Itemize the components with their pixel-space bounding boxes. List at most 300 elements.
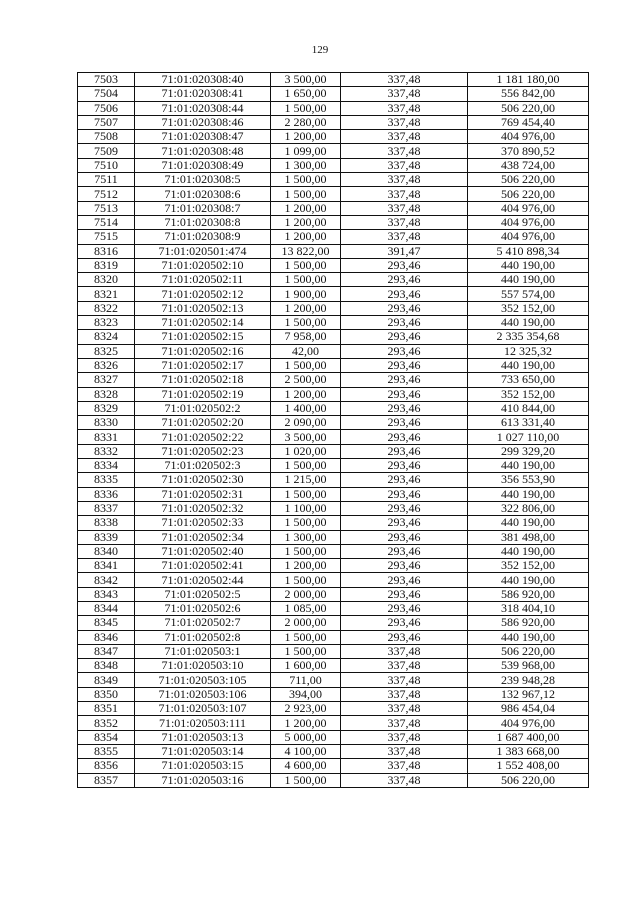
area-cell: 1 100,00 [271, 501, 341, 515]
area-cell: 13 822,00 [271, 244, 341, 258]
cadastral-number-cell: 71:01:020503:15 [135, 759, 271, 773]
price-cell: 293,46 [341, 273, 468, 287]
price-cell: 337,48 [341, 87, 468, 101]
value-cell: 506 220,00 [468, 173, 589, 187]
row-number-cell: 8336 [78, 487, 135, 501]
price-cell: 337,48 [341, 215, 468, 229]
cadastral-number-cell: 71:01:020502:5 [135, 587, 271, 601]
table-row [78, 301, 589, 315]
cadastral-number-cell: 71:01:020503:10 [135, 659, 271, 673]
value-cell: 1 027 110,00 [468, 430, 589, 444]
price-cell: 293,46 [341, 616, 468, 630]
cadastral-number-cell: 71:01:020502:31 [135, 487, 271, 501]
price-cell: 293,46 [341, 387, 468, 401]
value-cell: 5 410 898,34 [468, 244, 589, 258]
cadastral-number-cell: 71:01:020502:14 [135, 316, 271, 330]
area-cell: 1 200,00 [271, 130, 341, 144]
area-cell: 2 000,00 [271, 616, 341, 630]
row-number-cell: 8334 [78, 459, 135, 473]
row-number-cell: 7514 [78, 215, 135, 229]
price-cell: 293,46 [341, 430, 468, 444]
price-cell: 337,48 [341, 230, 468, 244]
value-cell: 438 724,00 [468, 158, 589, 172]
value-cell: 404 976,00 [468, 130, 589, 144]
area-cell: 3 500,00 [271, 430, 341, 444]
row-number-cell: 8330 [78, 416, 135, 430]
price-cell: 337,48 [341, 673, 468, 687]
price-cell: 391,47 [341, 244, 468, 258]
table-row [78, 115, 589, 129]
row-number-cell: 8329 [78, 401, 135, 415]
value-cell: 440 190,00 [468, 516, 589, 530]
row-number-cell: 8324 [78, 330, 135, 344]
price-cell: 293,46 [341, 473, 468, 487]
value-cell: 440 190,00 [468, 258, 589, 272]
table-row [78, 144, 589, 158]
area-cell: 1 200,00 [271, 301, 341, 315]
cadastral-number-cell: 71:01:020308:6 [135, 187, 271, 201]
value-cell: 586 920,00 [468, 587, 589, 601]
row-number-cell: 7504 [78, 87, 135, 101]
area-cell: 1 500,00 [271, 459, 341, 473]
cadastral-number-cell: 71:01:020308:48 [135, 144, 271, 158]
row-number-cell: 8335 [78, 473, 135, 487]
cadastral-number-cell: 71:01:020502:20 [135, 416, 271, 430]
row-number-cell: 8341 [78, 559, 135, 573]
area-cell: 1 200,00 [271, 559, 341, 573]
row-number-cell: 8355 [78, 744, 135, 758]
table-row [78, 516, 589, 530]
row-number-cell: 8357 [78, 773, 135, 787]
price-cell: 293,46 [341, 559, 468, 573]
area-cell: 1 500,00 [271, 187, 341, 201]
table-row [78, 130, 589, 144]
table-row [78, 401, 589, 415]
price-cell: 337,48 [341, 702, 468, 716]
price-cell: 293,46 [341, 330, 468, 344]
cadastral-number-cell: 71:01:020502:34 [135, 530, 271, 544]
table-row [78, 601, 589, 615]
area-cell: 4 600,00 [271, 759, 341, 773]
area-cell: 1 500,00 [271, 316, 341, 330]
area-cell: 4 100,00 [271, 744, 341, 758]
cadastral-number-cell: 71:01:020502:44 [135, 573, 271, 587]
cadastral-number-cell: 71:01:020502:2 [135, 401, 271, 415]
table-row [78, 215, 589, 229]
value-cell: 440 190,00 [468, 544, 589, 558]
price-cell: 337,48 [341, 744, 468, 758]
price-cell: 337,48 [341, 773, 468, 787]
table-row [78, 530, 589, 544]
table-row [78, 287, 589, 301]
table-row [78, 744, 589, 758]
cadastral-number-cell: 71:01:020502:17 [135, 358, 271, 372]
row-number-cell: 8356 [78, 759, 135, 773]
area-cell: 1 500,00 [271, 358, 341, 372]
table-row [78, 158, 589, 172]
table-row [78, 459, 589, 473]
value-cell: 986 454,04 [468, 702, 589, 716]
cadastral-number-cell: 71:01:020502:16 [135, 344, 271, 358]
table-row [78, 773, 589, 787]
row-number-cell: 7513 [78, 201, 135, 215]
area-cell: 2 923,00 [271, 702, 341, 716]
value-cell: 733 650,00 [468, 373, 589, 387]
price-cell: 337,48 [341, 115, 468, 129]
row-number-cell: 8338 [78, 516, 135, 530]
area-cell: 5 000,00 [271, 730, 341, 744]
row-number-cell: 8337 [78, 501, 135, 515]
value-cell: 1 181 180,00 [468, 73, 589, 87]
value-cell: 356 553,90 [468, 473, 589, 487]
land-plots-table [77, 72, 589, 788]
table-row [78, 616, 589, 630]
area-cell: 1 200,00 [271, 230, 341, 244]
table-row [78, 687, 589, 701]
value-cell: 539 968,00 [468, 659, 589, 673]
area-cell: 1 400,00 [271, 401, 341, 415]
cadastral-number-cell: 71:01:020502:7 [135, 616, 271, 630]
table-row [78, 344, 589, 358]
area-cell: 1 650,00 [271, 87, 341, 101]
row-number-cell: 7509 [78, 144, 135, 158]
value-cell: 12 325,32 [468, 344, 589, 358]
cadastral-number-cell: 71:01:020503:111 [135, 716, 271, 730]
price-cell: 293,46 [341, 587, 468, 601]
table-row [78, 659, 589, 673]
cadastral-number-cell: 71:01:020502:18 [135, 373, 271, 387]
price-cell: 293,46 [341, 416, 468, 430]
value-cell: 352 152,00 [468, 387, 589, 401]
cadastral-number-cell: 71:01:020308:46 [135, 115, 271, 129]
area-cell: 1 300,00 [271, 158, 341, 172]
area-cell: 1 200,00 [271, 716, 341, 730]
page-number: 129 [311, 44, 329, 56]
price-cell: 293,46 [341, 544, 468, 558]
value-cell: 769 454,40 [468, 115, 589, 129]
row-number-cell: 8339 [78, 530, 135, 544]
row-number-cell: 7512 [78, 187, 135, 201]
area-cell: 1 020,00 [271, 444, 341, 458]
price-cell: 337,48 [341, 130, 468, 144]
area-cell: 3 500,00 [271, 73, 341, 87]
value-cell: 2 335 354,68 [468, 330, 589, 344]
cadastral-number-cell: 71:01:020502:11 [135, 273, 271, 287]
value-cell: 299 329,20 [468, 444, 589, 458]
cadastral-number-cell: 71:01:020502:22 [135, 430, 271, 444]
price-cell: 337,48 [341, 173, 468, 187]
area-cell: 2 000,00 [271, 587, 341, 601]
table-row [78, 730, 589, 744]
value-cell: 1 687 400,00 [468, 730, 589, 744]
value-cell: 440 190,00 [468, 358, 589, 372]
cadastral-number-cell: 71:01:020308:49 [135, 158, 271, 172]
area-cell: 7 958,00 [271, 330, 341, 344]
table-row [78, 87, 589, 101]
value-cell: 440 190,00 [468, 316, 589, 330]
value-cell: 1 552 408,00 [468, 759, 589, 773]
table-row [78, 230, 589, 244]
area-cell: 1 500,00 [271, 544, 341, 558]
row-number-cell: 8346 [78, 630, 135, 644]
cadastral-number-cell: 71:01:020503:106 [135, 687, 271, 701]
row-number-cell: 7510 [78, 158, 135, 172]
row-number-cell: 7515 [78, 230, 135, 244]
table-row [78, 444, 589, 458]
row-number-cell: 7507 [78, 115, 135, 129]
row-number-cell: 8340 [78, 544, 135, 558]
table-row [78, 258, 589, 272]
cadastral-number-cell: 71:01:020308:8 [135, 215, 271, 229]
table-row [78, 73, 589, 87]
value-cell: 404 976,00 [468, 230, 589, 244]
price-cell: 293,46 [341, 501, 468, 515]
area-cell: 1 500,00 [271, 258, 341, 272]
cadastral-number-cell: 71:01:020502:10 [135, 258, 271, 272]
cadastral-number-cell: 71:01:020502:40 [135, 544, 271, 558]
row-number-cell: 8350 [78, 687, 135, 701]
table-row [78, 244, 589, 258]
price-cell: 337,48 [341, 201, 468, 215]
row-number-cell: 8344 [78, 601, 135, 615]
value-cell: 352 152,00 [468, 559, 589, 573]
row-number-cell: 8328 [78, 387, 135, 401]
cadastral-number-cell: 71:01:020503:1 [135, 644, 271, 658]
area-cell: 2 500,00 [271, 373, 341, 387]
price-cell: 293,46 [341, 287, 468, 301]
table-row [78, 316, 589, 330]
price-cell: 337,48 [341, 144, 468, 158]
area-cell: 1 085,00 [271, 601, 341, 615]
row-number-cell: 8323 [78, 316, 135, 330]
value-cell: 132 967,12 [468, 687, 589, 701]
value-cell: 440 190,00 [468, 487, 589, 501]
table-row [78, 187, 589, 201]
value-cell: 410 844,00 [468, 401, 589, 415]
table-row [78, 759, 589, 773]
row-number-cell: 8327 [78, 373, 135, 387]
cadastral-number-cell: 71:01:020308:5 [135, 173, 271, 187]
area-cell: 1 099,00 [271, 144, 341, 158]
row-number-cell: 8354 [78, 730, 135, 744]
value-cell: 556 842,00 [468, 87, 589, 101]
value-cell: 586 920,00 [468, 616, 589, 630]
row-number-cell: 7506 [78, 101, 135, 115]
value-cell: 370 890,52 [468, 144, 589, 158]
value-cell: 440 190,00 [468, 630, 589, 644]
row-number-cell: 8347 [78, 644, 135, 658]
cadastral-number-cell: 71:01:020502:41 [135, 559, 271, 573]
area-cell: 1 600,00 [271, 659, 341, 673]
cadastral-number-cell: 71:01:020502:23 [135, 444, 271, 458]
table-row [78, 501, 589, 515]
table-row [78, 702, 589, 716]
cadastral-number-cell: 71:01:020503:107 [135, 702, 271, 716]
cadastral-number-cell: 71:01:020308:7 [135, 201, 271, 215]
price-cell: 293,46 [341, 301, 468, 315]
area-cell: 1 500,00 [271, 644, 341, 658]
price-cell: 337,48 [341, 730, 468, 744]
table-row [78, 559, 589, 573]
row-number-cell: 8326 [78, 358, 135, 372]
cadastral-number-cell: 71:01:020503:16 [135, 773, 271, 787]
table-row [78, 387, 589, 401]
price-cell: 337,48 [341, 716, 468, 730]
price-cell: 337,48 [341, 659, 468, 673]
table-row [78, 101, 589, 115]
row-number-cell: 8332 [78, 444, 135, 458]
price-cell: 293,46 [341, 258, 468, 272]
row-number-cell: 8316 [78, 244, 135, 258]
row-number-cell: 8325 [78, 344, 135, 358]
row-number-cell: 8343 [78, 587, 135, 601]
row-number-cell: 8321 [78, 287, 135, 301]
cadastral-number-cell: 71:01:020502:8 [135, 630, 271, 644]
value-cell: 440 190,00 [468, 573, 589, 587]
table-row [78, 273, 589, 287]
price-cell: 293,46 [341, 459, 468, 473]
cadastral-number-cell: 71:01:020308:47 [135, 130, 271, 144]
cadastral-number-cell: 71:01:020503:14 [135, 744, 271, 758]
row-number-cell: 7508 [78, 130, 135, 144]
area-cell: 1 500,00 [271, 630, 341, 644]
cadastral-number-cell: 71:01:020502:19 [135, 387, 271, 401]
row-number-cell: 8319 [78, 258, 135, 272]
area-cell: 2 090,00 [271, 416, 341, 430]
row-number-cell: 8351 [78, 702, 135, 716]
price-cell: 293,46 [341, 344, 468, 358]
cadastral-number-cell: 71:01:020308:9 [135, 230, 271, 244]
area-cell: 1 500,00 [271, 173, 341, 187]
price-cell: 337,48 [341, 73, 468, 87]
cadastral-number-cell: 71:01:020308:41 [135, 87, 271, 101]
price-cell: 293,46 [341, 573, 468, 587]
area-cell: 1 200,00 [271, 201, 341, 215]
table-row [78, 673, 589, 687]
value-cell: 506 220,00 [468, 773, 589, 787]
price-cell: 337,48 [341, 644, 468, 658]
price-cell: 293,46 [341, 487, 468, 501]
cadastral-number-cell: 71:01:020503:13 [135, 730, 271, 744]
value-cell: 506 220,00 [468, 187, 589, 201]
table-row [78, 430, 589, 444]
table-row [78, 358, 589, 372]
price-cell: 337,48 [341, 187, 468, 201]
area-cell: 1 300,00 [271, 530, 341, 544]
table-row [78, 587, 589, 601]
row-number-cell: 8331 [78, 430, 135, 444]
row-number-cell: 7511 [78, 173, 135, 187]
table-row [78, 473, 589, 487]
value-cell: 404 976,00 [468, 201, 589, 215]
price-cell: 293,46 [341, 316, 468, 330]
table-row [78, 330, 589, 344]
row-number-cell: 8349 [78, 673, 135, 687]
value-cell: 506 220,00 [468, 644, 589, 658]
area-cell: 1 500,00 [271, 516, 341, 530]
value-cell: 404 976,00 [468, 716, 589, 730]
row-number-cell: 8342 [78, 573, 135, 587]
row-number-cell: 8348 [78, 659, 135, 673]
value-cell: 1 383 668,00 [468, 744, 589, 758]
area-cell: 1 500,00 [271, 573, 341, 587]
table-body [78, 73, 589, 788]
table-row [78, 373, 589, 387]
area-cell: 394,00 [271, 687, 341, 701]
value-cell: 557 574,00 [468, 287, 589, 301]
price-cell: 293,46 [341, 601, 468, 615]
price-cell: 293,46 [341, 530, 468, 544]
area-cell: 1 200,00 [271, 387, 341, 401]
cadastral-number-cell: 71:01:020502:15 [135, 330, 271, 344]
price-cell: 293,46 [341, 444, 468, 458]
price-cell: 293,46 [341, 358, 468, 372]
price-cell: 337,48 [341, 101, 468, 115]
area-cell: 711,00 [271, 673, 341, 687]
value-cell: 352 152,00 [468, 301, 589, 315]
table-row [78, 544, 589, 558]
area-cell: 42,00 [271, 344, 341, 358]
table-row [78, 173, 589, 187]
price-cell: 293,46 [341, 401, 468, 415]
area-cell: 1 500,00 [271, 273, 341, 287]
price-cell: 293,46 [341, 630, 468, 644]
value-cell: 381 498,00 [468, 530, 589, 544]
cadastral-number-cell: 71:01:020502:12 [135, 287, 271, 301]
price-cell: 293,46 [341, 373, 468, 387]
cadastral-number-cell: 71:01:020502:6 [135, 601, 271, 615]
row-number-cell: 7503 [78, 73, 135, 87]
table-row [78, 716, 589, 730]
cadastral-number-cell: 71:01:020308:40 [135, 73, 271, 87]
price-cell: 337,48 [341, 759, 468, 773]
row-number-cell: 8320 [78, 273, 135, 287]
area-cell: 1 200,00 [271, 215, 341, 229]
value-cell: 404 976,00 [468, 215, 589, 229]
area-cell: 1 215,00 [271, 473, 341, 487]
table-row [78, 201, 589, 215]
price-cell: 337,48 [341, 158, 468, 172]
table-row [78, 487, 589, 501]
row-number-cell: 8352 [78, 716, 135, 730]
value-cell: 239 948,28 [468, 673, 589, 687]
row-number-cell: 8345 [78, 616, 135, 630]
cadastral-number-cell: 71:01:020501:474 [135, 244, 271, 258]
value-cell: 318 404,10 [468, 601, 589, 615]
value-cell: 506 220,00 [468, 101, 589, 115]
value-cell: 322 806,00 [468, 501, 589, 515]
area-cell: 1 900,00 [271, 287, 341, 301]
table-row [78, 573, 589, 587]
cadastral-number-cell: 71:01:020502:32 [135, 501, 271, 515]
cadastral-number-cell: 71:01:020502:3 [135, 459, 271, 473]
price-cell: 337,48 [341, 687, 468, 701]
area-cell: 1 500,00 [271, 487, 341, 501]
area-cell: 1 500,00 [271, 101, 341, 115]
cadastral-number-cell: 71:01:020502:33 [135, 516, 271, 530]
table-row [78, 644, 589, 658]
cadastral-number-cell: 71:01:020502:13 [135, 301, 271, 315]
area-cell: 1 500,00 [271, 773, 341, 787]
value-cell: 440 190,00 [468, 273, 589, 287]
table-row [78, 630, 589, 644]
row-number-cell: 8322 [78, 301, 135, 315]
value-cell: 440 190,00 [468, 459, 589, 473]
price-cell: 293,46 [341, 516, 468, 530]
cadastral-number-cell: 71:01:020503:105 [135, 673, 271, 687]
value-cell: 613 331,40 [468, 416, 589, 430]
table-row [78, 416, 589, 430]
